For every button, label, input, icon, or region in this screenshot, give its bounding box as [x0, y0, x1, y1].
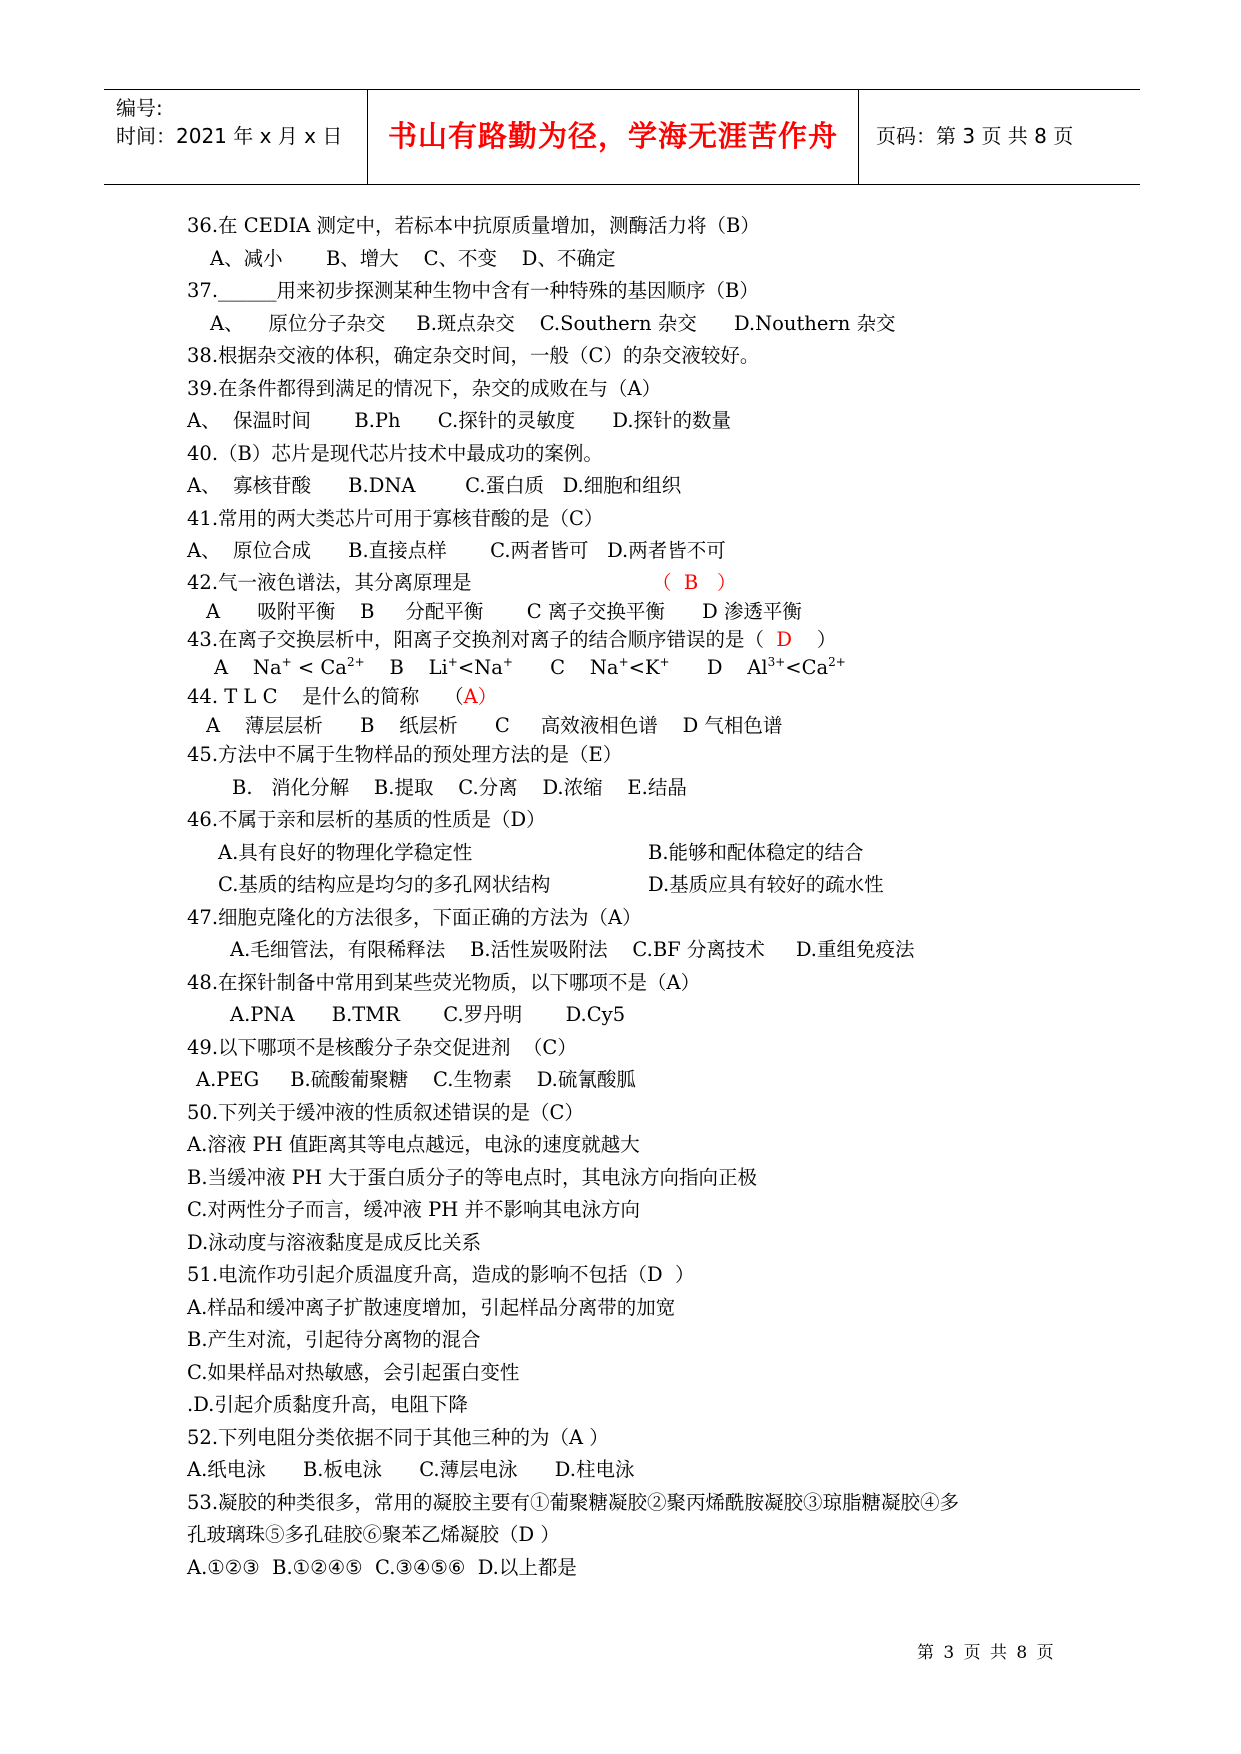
question-39: 39.在条件都得到满足的情况下，杂交的成败在与（A）	[187, 377, 662, 400]
question-46: 46.不属于亲和层析的基质的性质是（D）	[187, 808, 546, 831]
question-42-answer: （ B ）	[652, 571, 737, 594]
question-38: 38.根据杂交液的体积，确定杂交时间，一般（C）的杂交液较好。	[187, 344, 760, 367]
question-43-close: ）	[816, 628, 837, 651]
question-43-stem: 43.在离子交换层析中，阳离子交换剂对离子的结合顺序错误的是（	[187, 628, 765, 651]
question-43-answer: D	[776, 628, 793, 651]
question-36-options: A、减小 B、增大 C、不变 D、不确定	[210, 247, 616, 270]
question-42-options: A 吸附平衡 B 分配平衡 C 离子交换平衡 D 渗透平衡	[206, 600, 802, 623]
question-48-options: A.PNA B.TMR C.罗丹明 D.Cy5	[230, 1003, 626, 1026]
question-44	[187, 685, 497, 709]
ion: Na	[252, 656, 282, 679]
question-50-option-b: B.当缓冲液 PH 大于蛋白质分子的等电点时，其电泳方向指向正极	[187, 1166, 758, 1189]
question-52-options: A.纸电泳 B.板电泳 C.薄层电泳 D.柱电泳	[187, 1458, 635, 1481]
question-41: 41.常用的两大类芯片可用于寡核苷酸的是（C）	[187, 507, 604, 530]
option-label: C	[550, 656, 566, 679]
question-51-option-a: A.样品和缓冲离子扩散速度增加，引起样品分离带的加宽	[187, 1296, 676, 1319]
question-52: 52.下列电阻分类依据不同于其他三种的为（A ）	[187, 1426, 609, 1449]
question-46-option-a: A.具有良好的物理化学稳定性	[218, 841, 473, 864]
question-44-stem: 44. T L C 是什么的简称 （	[187, 685, 464, 708]
question-46-option-b: B.能够和配体稳定的结合	[648, 841, 864, 864]
question-51-option-c: C.如果样品对热敏感，会引起蛋白变性	[187, 1361, 520, 1384]
ion: < Ca	[291, 656, 347, 679]
ion-charge: +	[447, 655, 458, 669]
question-49-options: A.PEG B.硫酸葡聚糖 C.生物素 D.硫氰酸胍	[196, 1068, 636, 1091]
ion-charge: +	[618, 655, 629, 669]
ion: <K	[628, 656, 660, 679]
ion: <Ca	[785, 656, 829, 679]
question-49: 49.以下哪项不是核酸分子杂交促进剂 （C）	[187, 1036, 577, 1059]
ion: <Na	[457, 656, 503, 679]
question-51: 51.电流作功引起介质温度升高，造成的影响不包括（D ）	[187, 1263, 695, 1286]
header-meta	[116, 94, 342, 150]
ion: Al	[747, 656, 768, 679]
question-51-option-b: B.产生对流，引起待分离物的混合	[187, 1328, 481, 1351]
question-53-continued: 孔玻璃珠⑤多孔硅胶⑥聚苯乙烯凝胶（D ）	[187, 1523, 560, 1546]
question-50: 50.下列关于缓冲液的性质叙述错误的是（C）	[187, 1101, 584, 1124]
question-50-option-d: D.泳动度与溶液黏度是成反比关系	[187, 1231, 482, 1254]
question-40: 40.（B）芯片是现代芯片技术中最成功的案例。	[187, 442, 603, 465]
ion-charge: 2+	[346, 655, 365, 669]
question-53: 53.凝胶的种类很多，常用的凝胶主要有①葡聚糖凝胶②聚丙烯酰胺凝胶③琼脂糖凝胶④多	[187, 1491, 960, 1514]
question-37: 37.______用来初步探测某种生物中含有一种特殊的基因顺序（B）	[187, 279, 759, 302]
question-47-options: A.毛细管法，有限稀释法 B.活性炭吸附法 C.BF 分离技术 D.重组免疫法	[230, 938, 915, 961]
question-40-options: A、 寡核苷酸 B.DNA C.蛋白质 D.细胞和组织	[187, 474, 682, 497]
option-label: A	[214, 656, 229, 679]
question-44-answer: A）	[463, 685, 498, 708]
question-48: 48.在探针制备中常用到某些荧光物质，以下哪项不是（A）	[187, 971, 701, 994]
question-50-option-a: A.溶液 PH 值距离其等电点越远，电泳的速度就越大	[187, 1133, 640, 1156]
option-label: B	[389, 656, 404, 679]
question-37-options: A、 原位分子杂交 B.斑点杂交 C.Southern 杂交 D.Nouthern 杂交	[210, 312, 896, 335]
question-39-options: A、 保温时间 B.Ph C.探针的灵敏度 D.探针的数量	[187, 409, 732, 432]
question-53-options: A.①②③ B.①②④⑤ C.③④⑤⑥ D.以上都是	[187, 1556, 577, 1579]
question-50-option-c: C.对两性分子而言，缓冲液 PH 并不影响其电泳方向	[187, 1198, 640, 1221]
ion-charge: 3+	[767, 655, 786, 669]
question-46-option-d: D.基质应具有较好的疏水性	[648, 873, 884, 896]
time-label: 时间：2021 年 x 月 x 日	[116, 124, 343, 148]
question-46-option-c: C.基质的结构应是均匀的多孔网状结构	[218, 873, 551, 896]
ion-charge: 2+	[828, 655, 846, 669]
ion: Na	[589, 656, 619, 679]
question-36: 36.在 CEDIA 测定中，若标本中抗原质量增加，测酶活力将（B）	[187, 214, 760, 237]
question-44-options: A 薄层层析 B 纸层析 C 高效液相色谱 D 气相色谱	[206, 714, 783, 737]
page-header	[104, 89, 1140, 185]
page-footer: 第 3 页 共 8 页	[917, 1643, 1056, 1663]
header-page-number: 页码：第 3 页 共 8 页	[876, 124, 1074, 148]
question-45-options: B. 消化分解 B.提取 C.分离 D.浓缩 E.结晶	[232, 776, 687, 799]
serial-label: 编号:	[116, 96, 163, 120]
ion-charge: +	[659, 655, 670, 669]
question-51-option-d: .D.引起介质黏度升高，电阻下降	[187, 1393, 468, 1416]
question-43	[187, 628, 836, 652]
question-41-options: A、 原位合成 B.直接点样 C.两者皆可 D.两者皆不可	[187, 539, 726, 562]
ion: Li	[428, 656, 448, 679]
question-42: 42.气一液色谱法，其分离原理是	[187, 571, 472, 594]
header-motto: 书山有路勤为径，学海无涯苦作舟	[387, 119, 838, 153]
header-divider	[858, 90, 859, 184]
question-43-options	[214, 656, 846, 680]
option-label: D	[706, 656, 723, 679]
question-45: 45.方法中不属于生物样品的预处理方法的是（E）	[187, 743, 623, 766]
ion-charge: +	[502, 655, 513, 669]
question-47: 47.细胞克隆化的方法很多，下面正确的方法为（A）	[187, 906, 642, 929]
ion-charge: +	[281, 655, 292, 669]
